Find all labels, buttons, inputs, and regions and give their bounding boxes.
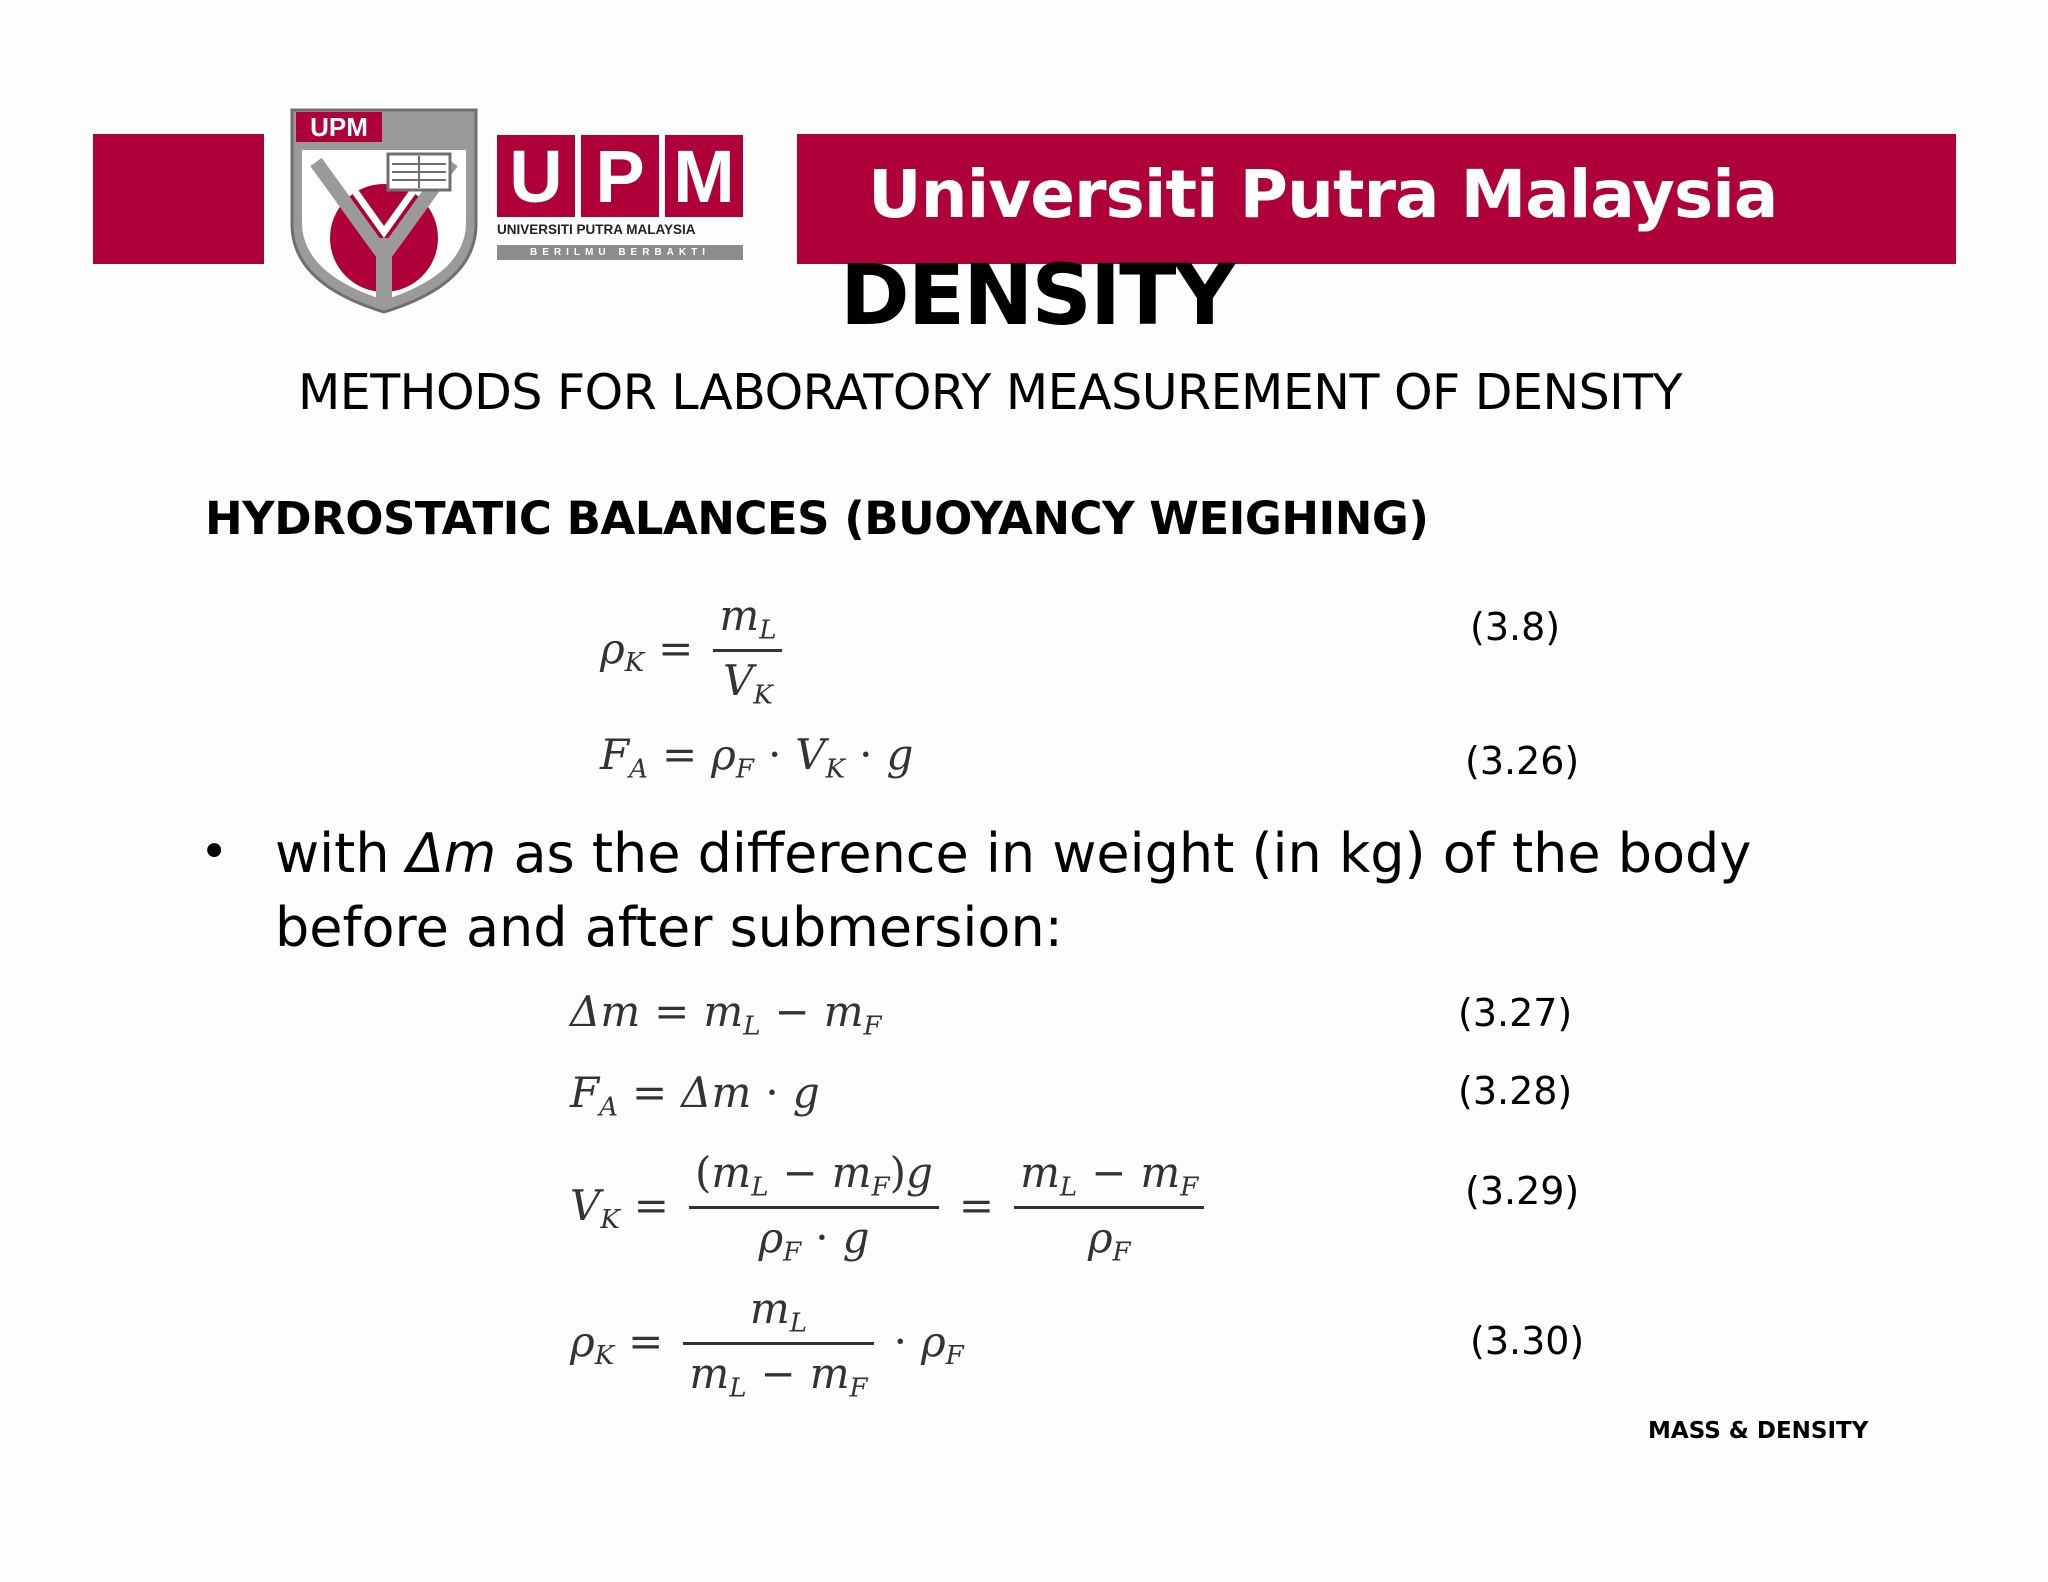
equation-number: (3.8)	[1470, 605, 1561, 649]
upm-wordmark-logo	[497, 135, 743, 265]
upm-crest-logo	[288, 106, 480, 316]
equation-3-8: $\rho_K$ = $\frac{m_L}{V_K}$	[600, 595, 788, 709]
equation-3-27: $\Delta m = m_L - m_F$	[570, 987, 882, 1042]
equation-number: (3.29)	[1465, 1169, 1580, 1213]
wordmark-letter-m: M	[665, 135, 743, 217]
bullet-prefix: with	[275, 822, 407, 885]
wordmark-subtitle: UNIVERSITI PUTRA MALAYSIA	[497, 222, 696, 237]
equation-3-28: $F_A = \Delta m \cdot g$	[570, 1068, 820, 1123]
bullet-suffix: as the difference in weight (in kg) of the body before and after submersion:	[275, 822, 1752, 959]
wordmark-letter-u: U	[497, 135, 575, 217]
equation-number: (3.28)	[1458, 1069, 1573, 1113]
slide-title: DENSITY	[840, 246, 1234, 344]
university-name: Universiti Putra Malaysia	[868, 156, 1778, 233]
wordmark-motto: BERILMU BERBAKTI	[497, 245, 743, 260]
header-band-left	[93, 134, 264, 264]
equation-3-26: $F_A = \rho_F \cdot V_K \cdot g$	[600, 730, 914, 785]
slide-subtitle: METHODS FOR LABORATORY MEASUREMENT OF DENSITY	[298, 364, 1683, 421]
bullet-marker: •	[200, 824, 229, 880]
section-heading: HYDROSTATIC BALANCES (BUOYANCY WEIGHING)	[205, 492, 1429, 545]
equation-3-29: $V_K$ = $\frac{(m_L - m_F)g}{\rho_F \cdot g}$ = $\frac{m_L - m_F}{\rho_F}$	[570, 1152, 1210, 1266]
equation-number: (3.27)	[1458, 991, 1573, 1035]
crest-label: UPM	[310, 112, 368, 142]
bullet-text	[275, 817, 1875, 965]
footer-label: MASS & DENSITY	[1648, 1418, 1869, 1444]
wordmark-letter-p: P	[581, 135, 659, 217]
equation-number: (3.26)	[1465, 739, 1580, 783]
equation-3-30: $\rho_K$ = $\frac{m_L}{m_L - m_F}$ · $\rho_F$	[570, 1284, 964, 1404]
bullet-symbol: Δm	[406, 822, 497, 885]
equation-number: (3.30)	[1470, 1319, 1585, 1363]
